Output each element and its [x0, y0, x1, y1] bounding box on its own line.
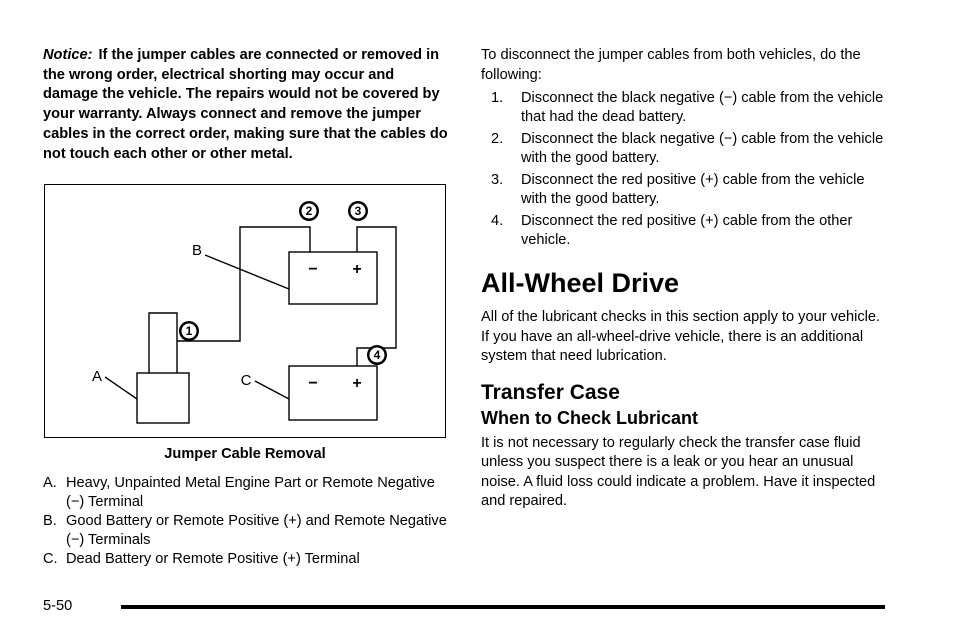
legend-item [43, 474, 453, 512]
awd-heading: All-Wheel Drive [481, 268, 680, 298]
awd-body: All of the lubricant checks in this section apply to your vehicle. If you have an all-wheel-drive vehicle, there is an additional system that need lubrication. [481, 309, 881, 364]
step-text: Disconnect the black negative (−) cable from the vehicle with the good battery. [521, 131, 884, 166]
legend-item [43, 550, 453, 569]
jumper-cable-diagram [44, 184, 446, 438]
legend-item [43, 512, 453, 550]
callout-3-label: 3 [354, 204, 362, 218]
legend-text: Dead Battery or Remote Positive (+) Terminal [66, 551, 360, 567]
dead-battery [289, 366, 377, 420]
notice-paragraph [43, 46, 453, 164]
label-b: B [191, 242, 203, 259]
step-number: 1. [491, 90, 504, 106]
check-lubricant-heading: When to Check Lubricant [481, 407, 699, 428]
step-item [491, 212, 891, 250]
legend-key: B. [43, 513, 57, 529]
legend-text: Good Battery or Remote Positive (+) and Remote Negative (−) Terminals [66, 513, 447, 548]
legend-key: A. [43, 475, 57, 491]
step-number: 3. [491, 172, 504, 188]
engine-metal-part [137, 373, 189, 423]
step-text: Disconnect the red positive (+) cable from the vehicle with the good battery. [521, 172, 865, 207]
right-column [481, 46, 891, 512]
legend-key: C. [43, 551, 58, 567]
label-c: C [240, 372, 252, 389]
good-battery-plus: + [352, 261, 362, 278]
figure-legend [43, 474, 453, 569]
figure-caption: Jumper Cable Removal [164, 446, 326, 462]
notice-label: Notice: [43, 47, 93, 63]
step-item [491, 130, 891, 168]
callout-2-label: 2 [305, 204, 313, 218]
legend-text: Heavy, Unpainted Metal Engine Part or Remote Negative (−) Terminal [66, 475, 435, 510]
step-text: Disconnect the black negative (−) cable from the vehicle that had the dead battery. [521, 90, 884, 125]
label-a: A [91, 368, 103, 385]
transfer-case-body: It is not necessary to regularly check the transfer case fluid unless you suspect there is a leak or you hear an unusual noise. A fluid loss could indicate a problem. Have it inspected and repaired. [481, 434, 876, 509]
diagram-svg [45, 185, 445, 437]
step-item [491, 89, 891, 127]
notice-text: If the jumper cables are connected or removed in the wrong order, electrical shorting may occur and damage the vehicle. The repairs would not be covered by your warranty. Always connect and remove the jumper cables in the correct order, making sure that the cables do not touch each other or other metal. [43, 47, 448, 162]
step-item [491, 171, 891, 209]
callout-4-label: 4 [373, 348, 381, 362]
disconnect-intro: To disconnect the jumper cables from both vehicles, do the following: [481, 47, 861, 83]
callout-1-label: 1 [185, 324, 193, 338]
footer-rule [121, 605, 885, 609]
notice-block [43, 46, 453, 164]
disconnect-steps [481, 89, 891, 250]
good-battery [289, 252, 377, 304]
step-text: Disconnect the red positive (+) cable from the other vehicle. [521, 213, 853, 248]
step-number: 4. [491, 213, 504, 229]
page-number: 5-50 [43, 598, 73, 614]
step-number: 2. [491, 131, 504, 147]
transfer-case-heading: Transfer Case [481, 380, 620, 404]
dead-battery-plus: + [352, 375, 362, 392]
good-battery-minus: − [308, 261, 318, 278]
dead-battery-minus: − [308, 375, 318, 392]
